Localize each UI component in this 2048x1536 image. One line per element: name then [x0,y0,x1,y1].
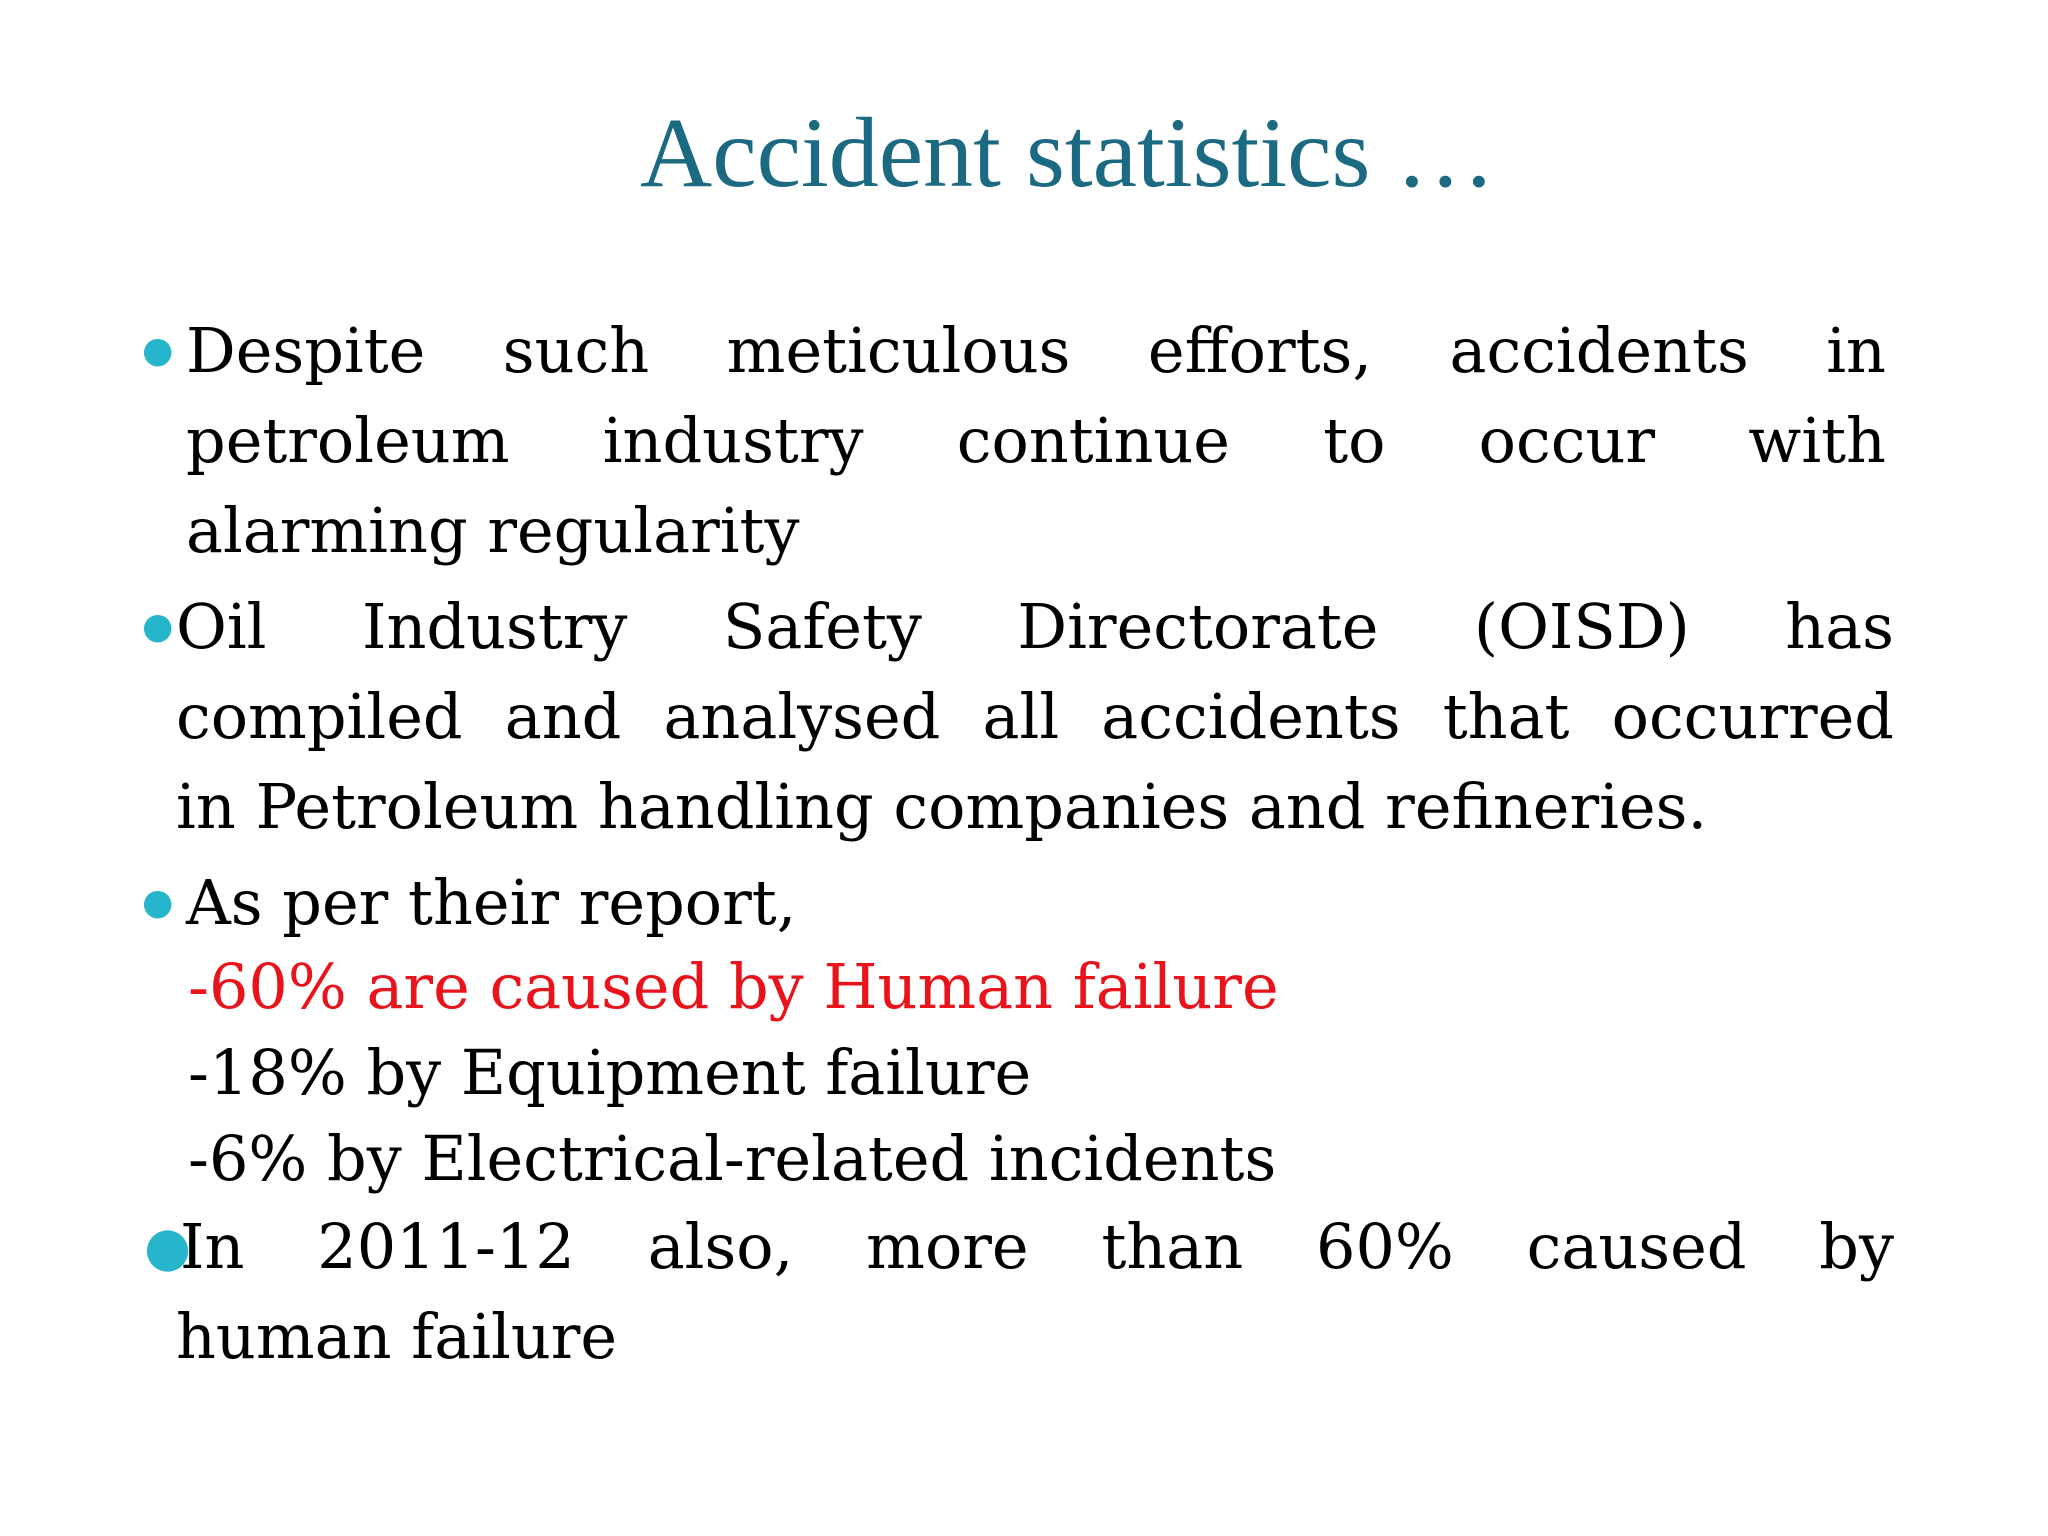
bullet-1-line-2: petroleum industry continue to occur with [186,404,1886,477]
stat-human-failure: -60% are caused by Human failure [188,950,1279,1023]
bullet-2-line-2: compiled and analysed all accidents that occurred [176,680,1894,753]
bullet-2-line-3: in Petroleum handling companies and refineries. [176,770,1708,843]
bullet-icon: ● [142,606,174,647]
bullet-4-line-2: human failure [176,1300,618,1373]
bullet-4-text [176,1202,1894,1382]
bullet-2-text [176,582,1894,852]
bullet-1-line-3: alarming regularity [186,494,800,567]
bullet-1-line-1: Despite such meticulous efforts, accidents in [186,314,1886,387]
stat-equipment-failure: -18% by Equipment failure [188,1036,1032,1109]
bullet-2-line-1: Oil Industry Safety Directorate (OISD) has [176,590,1894,663]
bullet-3-intro: As per their report, [186,866,797,939]
bullet-4-line-1: In 2011-12 also, more than 60% caused by [180,1210,1894,1283]
bullet-icon: ● [142,882,174,923]
slide-title: Accident statistics … [640,97,1496,208]
stat-electrical-incidents: -6% by Electrical-related incidents [188,1122,1277,1195]
bullet-icon: ● [142,330,174,371]
bullet-icon: ● [144,1215,192,1278]
bullet-1-text [186,306,1886,576]
